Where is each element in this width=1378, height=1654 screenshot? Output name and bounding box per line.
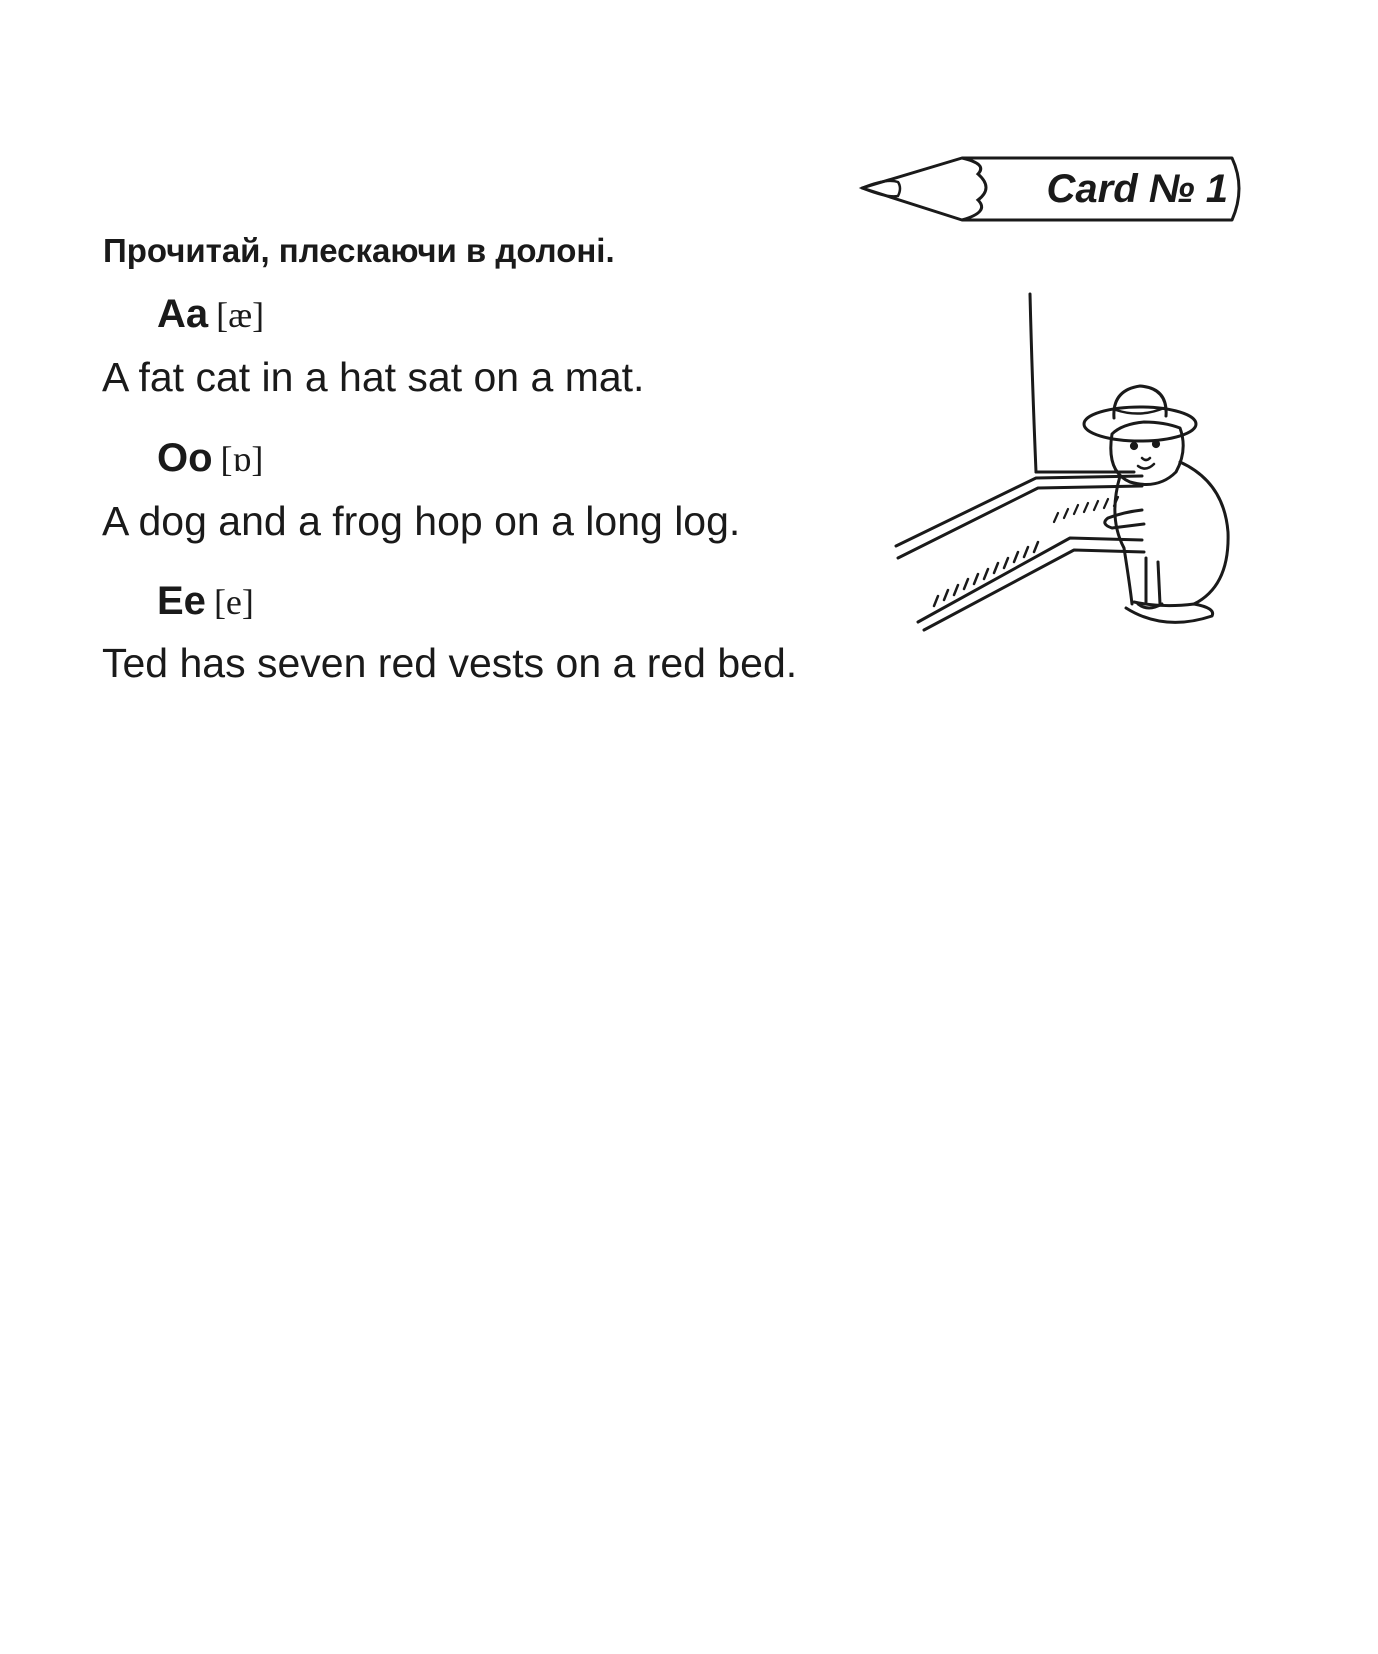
card-label: Card № 1 <box>1046 167 1228 211</box>
practice-sentence-e: Ted has seven red vests on a red bed. <box>102 640 798 686</box>
letter: Aa <box>157 292 209 336</box>
phonetic-transcription: [æ] <box>216 295 265 335</box>
practice-sentence-o: A dog and a frog hop on a long log. <box>102 498 741 544</box>
phonetic-transcription: [ɒ] <box>220 439 264 479</box>
letter: Oo <box>157 436 213 480</box>
letter: Ee <box>157 579 206 623</box>
instruction-text: Прочитай, плескаючи в долоні. <box>103 232 615 269</box>
letter-heading-e <box>157 579 254 624</box>
letter-heading-a <box>157 292 264 337</box>
card-number-tag <box>858 154 1250 224</box>
cat-in-hat-at-piano-icon <box>894 286 1254 636</box>
phonetic-transcription: [e] <box>213 582 254 622</box>
practice-sentence-a: A fat cat in a hat sat on a mat. <box>102 354 645 400</box>
letter-heading-o <box>157 436 263 481</box>
